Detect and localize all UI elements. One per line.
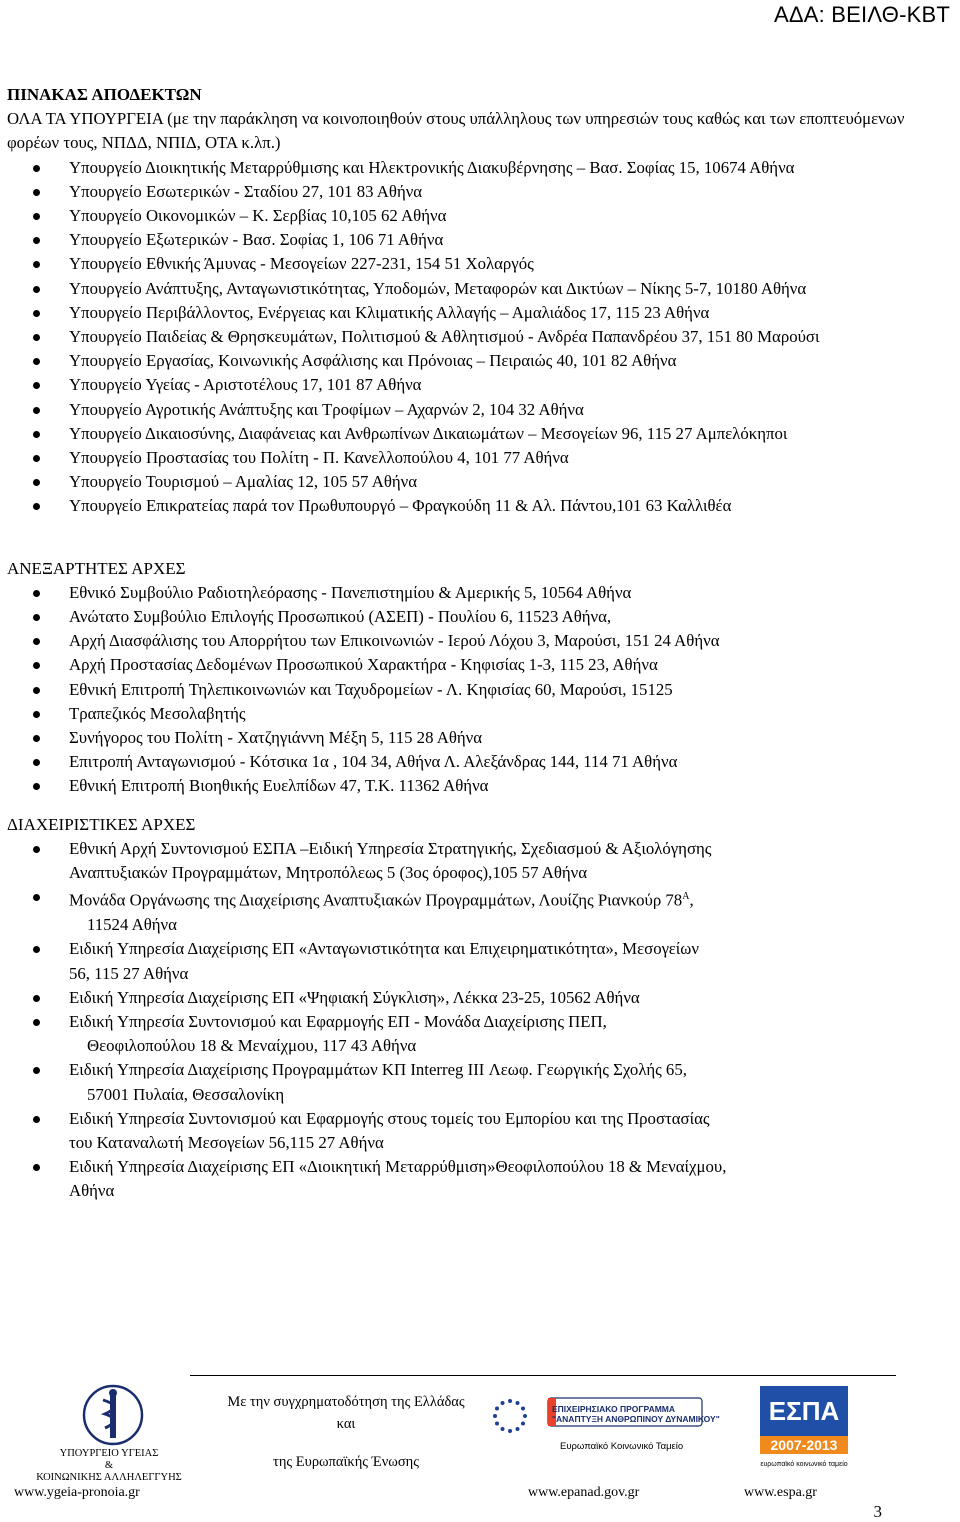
list-item: Ειδική Υπηρεσία Διαχείρισης ΕΠ «Ψηφιακή Σύγκλιση», Λέκκα 23-25, 10562 Αθήνα xyxy=(7,986,953,1010)
eu-star xyxy=(501,1427,505,1431)
recipients-list xyxy=(7,156,953,519)
eu-star xyxy=(521,1407,525,1411)
recipients-intro: ΟΛΑ ΤΑ ΥΠΟΥΡΓΕΙΑ (με την παράκληση να κοινοποιηθούν στους υπάλληλους των υπηρεσιών τους καθώς και των εποπτευόμενων φορέων τους, ΝΠΔΔ, ΝΠΙΔ, ΟΤΑ κ.λπ.) xyxy=(7,109,905,153)
eu-star xyxy=(521,1422,525,1426)
list-item: Υπουργείο Εξωτερικών - Βασ. Σοφίας 1, 106 71 Αθήνα xyxy=(7,228,953,252)
ministry-name: ΥΠΟΥΡΓΕΙΟ ΥΓΕΙΑΣ & ΚΟΙΝΩΝΙΚΗΣ ΑΛΛΗΛΕΓΓΥΗΣ xyxy=(36,1448,182,1483)
espa-word: ΕΣΠΑ xyxy=(768,1396,840,1426)
list-item: Υπουργείο Επικρατείας παρά τον Πρωθυπουργό – Φραγκούδη 11 & Αλ. Πάντου,101 63 Καλλιθέα xyxy=(7,494,953,518)
espa-years: 2007-2013 xyxy=(770,1437,838,1453)
list-item: Ανώτατο Συμβούλιο Επιλογής Προσωπικού (ΑΣΕΠ) - Πουλίου 6, 11523 Αθήνα, xyxy=(7,605,953,629)
url-epanad[interactable]: www.epanad.gov.gr xyxy=(528,1485,640,1500)
list-item: Εθνική Επιτροπή Τηλεπικοινωνιών και Ταχυδρομείων - Λ. Κηφισίας 60, Μαρούσι, 15125 xyxy=(7,678,953,702)
document-body xyxy=(7,83,953,1204)
program-subtitle: Ευρωπαϊκό Κοινωνικό Ταμείο xyxy=(560,1441,684,1452)
eu-star xyxy=(516,1401,520,1405)
eu-star xyxy=(523,1414,527,1418)
eu-star xyxy=(495,1422,499,1426)
independent-title: ΑΝΕΞΑΡΤΗΤΕΣ ΑΡΧΕΣ xyxy=(7,558,186,578)
list-item: Μονάδα Οργάνωσης της Διαχείρισης Αναπτυξιακών Προγραμμάτων, Λουίζης Ριανκούρ $78^A$, 11524 Αθήνα xyxy=(7,885,953,937)
list-item: Υπουργείο Διοικητικής Μεταρρύθμισης και Ηλεκτρονικής Διακυβέρνησης – Βασ. Σοφίας 15, 10674 Αθήνα xyxy=(7,156,953,180)
list-item: Υπουργείο Εθνικής Άμυνας - Μεσογείων 227-231, 154 51 Χολαργός xyxy=(7,252,953,276)
eu-star xyxy=(501,1401,505,1405)
footer-divider xyxy=(190,1375,896,1376)
eu-star xyxy=(495,1407,499,1411)
independent-list xyxy=(7,581,953,799)
eu-star xyxy=(493,1414,497,1418)
eu-stars-icon xyxy=(490,1396,530,1436)
list-item: Υπουργείο Εσωτερικών - Σταδίου 27, 101 83 Αθήνα xyxy=(7,180,953,204)
managing-title: ΔΙΑΧΕΙΡΙΣΤΙΚΕΣ ΑΡΧΕΣ xyxy=(7,814,196,834)
page-number: 3 xyxy=(873,1502,882,1521)
url-ministry[interactable]: www.ygeia-pronoia.gr xyxy=(14,1485,140,1500)
list-item: Υπουργείο Αγροτικής Ανάπτυξης και Τροφίμων – Αχαρνών 2, 104 32 Αθήνα xyxy=(7,398,953,422)
url-espa[interactable]: www.espa.gr xyxy=(744,1485,817,1500)
espa-subtitle: ευρωπαϊκό κοινωνικό ταμείο xyxy=(760,1461,848,1468)
eu-star xyxy=(508,1429,512,1433)
list-item: Υπουργείο Τουρισμού – Αμαλίας 12, 105 57 Αθήνα xyxy=(7,470,953,494)
list-item: Ειδική Υπηρεσία Διαχείρισης ΕΠ «Ανταγωνιστικότητα και Επιχειρηματικότητα», Μεσογείων 56, 115 27 Αθήνα xyxy=(7,937,953,985)
ada-code: ΑΔΑ: ΒΕΙΛΘ-ΚΒΤ xyxy=(774,2,950,27)
list-item: Υπουργείο Εργασίας, Κοινωνικής Ασφάλισης και Πρόνοιας – Πειραιώς 40, 101 82 Αθήνα xyxy=(7,349,953,373)
list-item: Υπουργείο Οικονομικών – Κ. Σερβίας 10,105 62 Αθήνα xyxy=(7,204,953,228)
recipients-title: ΠΙΝΑΚΑΣ ΑΠΟΔΕΚΤΩΝ xyxy=(7,85,202,104)
list-item: Υπουργείο Δικαιοσύνης, Διαφάνειας και Ανθρωπίνων Δικαιωμάτων – Μεσογείων 96, 115 27 Αμπελόκηποι xyxy=(7,422,953,446)
list-item: Ειδική Υπηρεσία Συντονισμού και Εφαρμογής ΕΠ - Μονάδα Διαχείρισης ΠΕΠ, Θεοφιλοπούλου 18 & Μεναίχμου, 117 43 Αθήνα xyxy=(7,1010,953,1058)
list-item: Επιτροπή Ανταγωνισμού - Κότσικα 1α , 104 34, Αθήνα Λ. Αλεξάνδρας 144, 114 71 Αθήνα xyxy=(7,750,953,774)
list-item: Υπουργείο Υγείας - Αριστοτέλους 17, 101 87 Αθήνα xyxy=(7,373,953,397)
list-item: Εθνικό Συμβούλιο Ραδιοτηλεόρασης - Πανεπιστημίου & Αμερικής 5, 10564 Αθήνα xyxy=(7,581,953,605)
list-item: Εθνική Επιτροπή Βιοηθικής Ευελπίδων 47, Τ.Κ. 11362 Αθήνα xyxy=(7,774,953,798)
list-item: Υπουργείο Ανάπτυξης, Ανταγωνιστικότητας, Υποδομών, Μεταφορών και Δικτύων – Νίκης 5-7, 10180 Αθήνα xyxy=(7,277,953,301)
list-item: Ειδική Υπηρεσία Συντονισμού και Εφαρμογής στους τομείς του Εμπορίου και της Προστασίας του Καταναλωτή Μεσογείων 56,115 27 Αθήνα xyxy=(7,1107,953,1155)
eu-star xyxy=(508,1399,512,1403)
list-item: Υπουργείο Παιδείας & Θρησκευμάτων, Πολιτισμού & Αθλητισμού - Ανδρέα Παπανδρέου 37, 151 80 Μαρούσι xyxy=(7,325,953,349)
ministry-logo xyxy=(48,1384,178,1451)
managing-list xyxy=(7,837,953,1204)
list-item: Ειδική Υπηρεσία Διαχείρισης ΕΠ «Διοικητική Μεταρρύθμιση»Θεοφιλοπούλου 18 & Μεναίχμου, Αθήνα xyxy=(7,1155,953,1203)
list-item: Αρχή Προστασίας Δεδομένων Προσωπικού Χαρακτήρα - Κηφισίας 1-3, 115 23, Αθήνα xyxy=(7,653,953,677)
list-item: Τραπεζικός Μεσολαβητής xyxy=(7,702,953,726)
eu-star xyxy=(516,1427,520,1431)
program-title: ΕΠΙΧΕΙΡΗΣΙΑΚΟ ΠΡΟΓΡΑΜΜΑ "ΑΝΑΠΤΥΞΗ ΑΝΘΡΩΠΙΝΟΥ ΔΥΝΑΜΙΚΟΥ" xyxy=(552,1404,720,1424)
espa-logo xyxy=(760,1386,848,1470)
list-item: Υπουργείο Προστασίας του Πολίτη - Π. Κανελλοπούλου 4, 101 77 Αθήνα xyxy=(7,446,953,470)
ministry-emblem-icon xyxy=(73,1384,153,1446)
list-item: Ειδική Υπηρεσία Διαχείρισης Προγραμμάτων ΚΠ Interreg III Λεωφ. Γεωργικής Σχολής 65, 57001 Πυλαία, Θεσσαλονίκη xyxy=(7,1058,953,1106)
list-item: Εθνική Αρχή Συντονισμού ΕΣΠΑ –Ειδική Υπηρεσία Στρατηγικής, Σχεδιασμού & Αξιολόγησης Αναπτυξιακών Προγραμμάτων, Μητροπόλεως 5 (3ος όροφος),105 57 Αθήνα xyxy=(7,837,953,885)
list-item: Υπουργείο Περιβάλλοντος, Ενέργειας και Κλιματικής Αλλαγής – Αμαλιάδος 17, 115 23 Αθήνα xyxy=(7,301,953,325)
list-item: Αρχή Διασφάλισης του Απορρήτου των Επικοινωνιών - Ιερού Λόχου 3, Μαρούσι, 151 24 Αθήνα xyxy=(7,629,953,653)
cofunding-note: Με την συγχρηματοδότηση της Ελλάδας και της Ευρωπαϊκής Ένωσης xyxy=(227,1394,465,1470)
list-item: Συνήγορος του Πολίτη - Χατζηγιάννη Μέξη 5, 115 28 Αθήνα xyxy=(7,726,953,750)
